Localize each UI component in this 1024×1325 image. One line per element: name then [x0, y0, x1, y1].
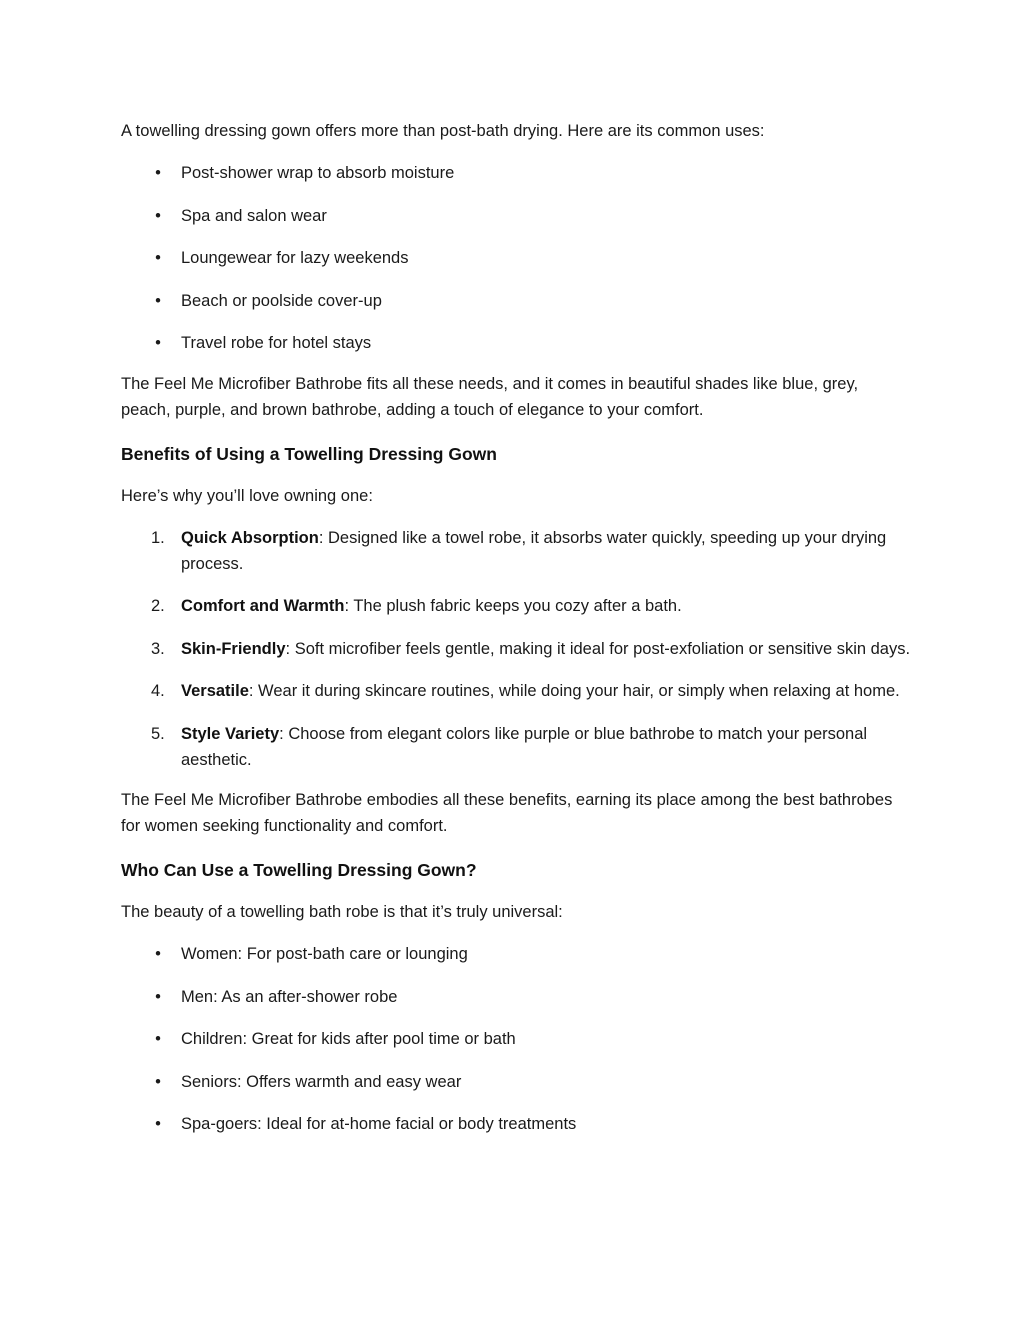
- benefit-text: : Soft microfiber feels gentle, making it ideal for post-exfoliation or sensitive skin days.: [285, 639, 911, 658]
- document-body: [121, 118, 911, 1154]
- bullet-icon: •: [155, 1030, 161, 1048]
- list-item: [121, 721, 911, 773]
- benefit-text: : Wear it during skincare routines, while doing your hair, or simply when relaxing at home.: [248, 682, 900, 700]
- list-item: [121, 160, 911, 186]
- list-item: [121, 636, 911, 662]
- benefit-title: Comfort and Warmth: [181, 597, 345, 615]
- bullet-icon: •: [155, 164, 161, 182]
- intro-paragraph: A towelling dressing gown offers more than post-bath drying. Here are its common uses:: [121, 122, 765, 140]
- list-item: [121, 1111, 911, 1137]
- list-item-text: Seniors: Offers warmth and easy wear: [181, 1072, 462, 1091]
- list-item: [121, 525, 911, 577]
- list-item: [121, 678, 911, 704]
- list-item-text: Post-shower wrap to absorb moisture: [181, 164, 455, 182]
- list-item: [121, 330, 911, 356]
- who-intro: The beauty of a towelling bath robe is that it’s truly universal:: [121, 903, 563, 921]
- list-item: [121, 1026, 911, 1052]
- list-item-text: Beach or poolside cover-up: [181, 291, 382, 310]
- list-number: 1.: [151, 528, 165, 547]
- uses-list: [121, 160, 911, 356]
- list-item-text: Children: Great for kids after pool time or bath: [181, 1030, 516, 1048]
- benefit-title: Versatile: [181, 682, 249, 700]
- benefit-text: : Designed like a towel robe, it absorbs water quickly, speeding up your drying process.: [181, 528, 887, 573]
- bullet-icon: •: [155, 249, 161, 267]
- benefits-list: [121, 525, 911, 773]
- bullet-icon: •: [155, 1072, 161, 1091]
- list-item: [121, 203, 911, 229]
- uses-summary-paragraph: The Feel Me Microfiber Bathrobe fits all these needs, and it comes in beautiful shades like blue, grey, peach, purple, and brown bathrobe, adding a touch of elegance to your comfort.: [121, 374, 859, 419]
- list-item-text: Spa-goers: Ideal for at-home facial or body treatments: [181, 1115, 577, 1133]
- who-list: [121, 941, 911, 1137]
- bullet-icon: •: [155, 291, 161, 310]
- list-item-text: Spa and salon wear: [181, 206, 327, 225]
- benefit-title: Skin-Friendly: [181, 639, 286, 658]
- list-item-text: Travel robe for hotel stays: [181, 334, 372, 352]
- list-item: [121, 941, 911, 967]
- bullet-icon: •: [155, 334, 161, 352]
- benefit-title: Quick Absorption: [181, 528, 319, 547]
- list-item: [121, 1069, 911, 1095]
- list-item: [121, 288, 911, 314]
- list-item-text: Women: For post-bath care or lounging: [181, 945, 468, 963]
- who-heading: Who Can Use a Towelling Dressing Gown?: [121, 860, 477, 880]
- bullet-icon: •: [155, 206, 161, 225]
- list-number: 3.: [151, 639, 165, 658]
- list-item-text: Loungewear for lazy weekends: [181, 249, 409, 267]
- list-item: [121, 593, 911, 619]
- bullet-icon: •: [155, 945, 161, 963]
- benefit-title: Style Variety: [181, 724, 280, 743]
- list-item-text: Men: As an after-shower robe: [181, 987, 398, 1006]
- bullet-icon: •: [155, 987, 161, 1006]
- list-item: [121, 245, 911, 271]
- list-number: 5.: [151, 724, 165, 743]
- benefits-summary-paragraph: The Feel Me Microfiber Bathrobe embodies all these benefits, earning its place among the best bathrobes for women seeking functionality and comfort.: [121, 791, 893, 835]
- benefit-text: : Choose from elegant colors like purple or blue bathrobe to match your personal aesthetic.: [181, 724, 868, 769]
- benefits-intro: Here’s why you’ll love owning one:: [121, 486, 373, 505]
- benefit-text: : The plush fabric keeps you cozy after a bath.: [344, 597, 682, 615]
- list-item: [121, 984, 911, 1010]
- list-number: 2.: [151, 597, 165, 615]
- benefits-heading: Benefits of Using a Towelling Dressing Gown: [121, 443, 497, 464]
- bullet-icon: •: [155, 1115, 161, 1133]
- list-number: 4.: [151, 682, 165, 700]
